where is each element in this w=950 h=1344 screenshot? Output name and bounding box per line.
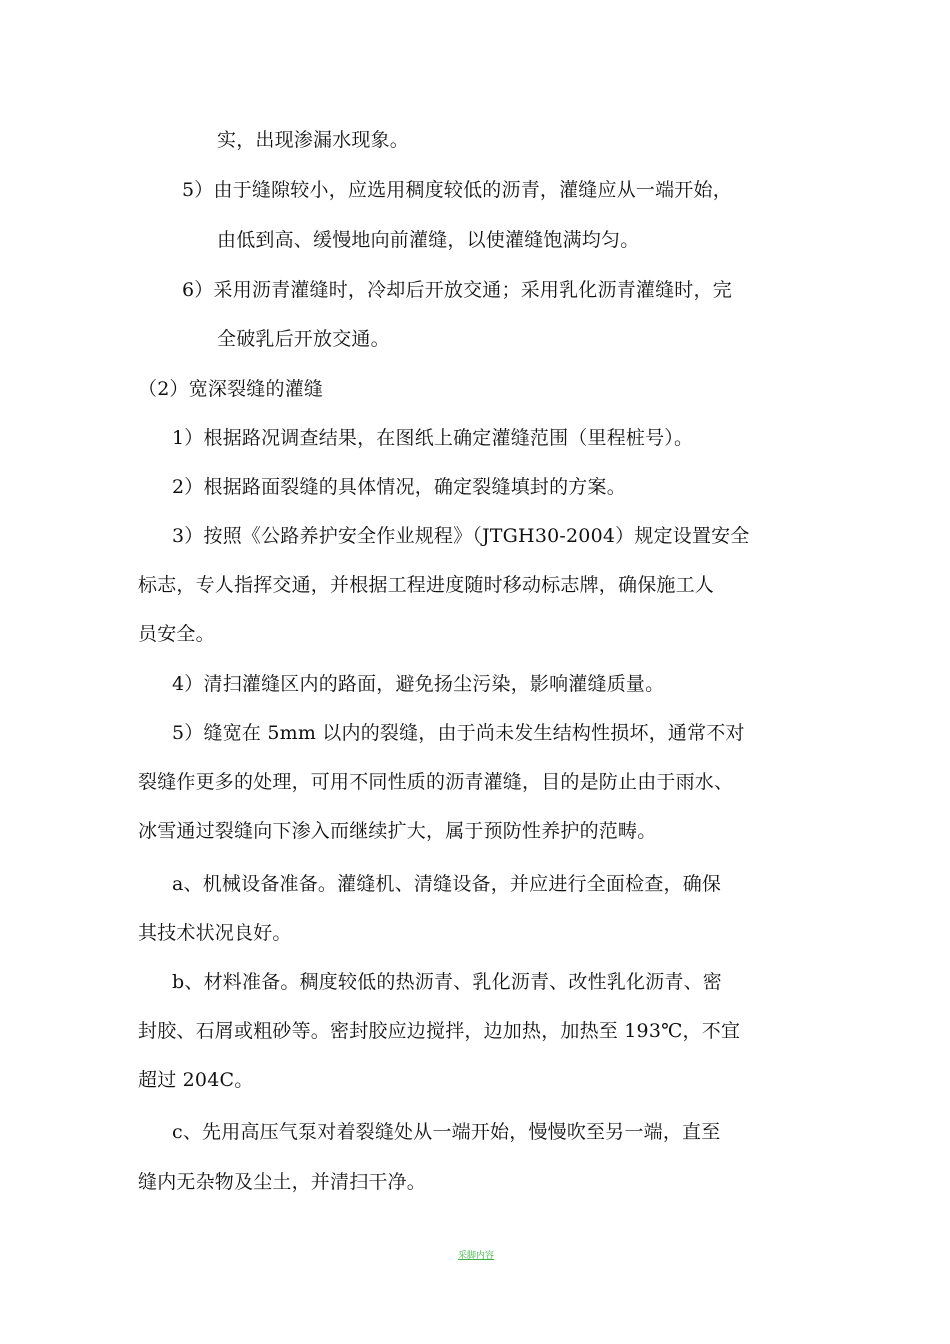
paragraph-line: 全破乳后开放交通。 (217, 328, 390, 350)
paragraph-line: 封胶、石屑或粗砂等。密封胶应边搅拌，边加热，加热至 193℃，不宜 (138, 1020, 741, 1042)
paragraph-line: 6）采用沥青灌缝时，冷却后开放交通；采用乳化沥青灌缝时，完 (182, 279, 732, 301)
paragraph-line: 4）清扫灌缝区内的路面，避免扬尘污染，影响灌缝质量。 (172, 673, 665, 695)
footer-link[interactable]: 采脚内容 (457, 1251, 494, 1261)
paragraph-line: 裂缝作更多的处理，可用不同性质的沥青灌缝，目的是防止由于雨水、 (138, 771, 734, 793)
paragraph-line: 标志，专人指挥交通，并根据工程进度随时移动标志牌，确保施工人 (138, 574, 715, 596)
paragraph-line: 其技术状况良好。 (138, 922, 292, 944)
paragraph-line: b、材料准备。稠度较低的热沥青、乳化沥青、改性乳化沥青、密 (172, 971, 722, 993)
paragraph-line: 3）按照《公路养护安全作业规程》（JTGH30-2004）规定设置安全 (172, 525, 750, 547)
paragraph-line: 缝内无杂物及尘土，并清扫干净。 (138, 1171, 427, 1193)
paragraph-line: c、先用高压气泵对着裂缝处从一端开始，慢慢吹至另一端，直至 (172, 1121, 721, 1143)
paragraph-line: 5）缝宽在 5mm 以内的裂缝，由于尚未发生结构性损坏，通常不对 (172, 722, 745, 744)
paragraph-line: 2）根据路面裂缝的具体情况，确定裂缝填封的方案。 (172, 476, 626, 498)
paragraph-line: a、机械设备准备。灌缝机、清缝设备，并应进行全面检查，确保 (172, 873, 722, 895)
paragraph-line: 由低到高、缓慢地向前灌缝，以使灌缝饱满均匀。 (217, 229, 640, 251)
paragraph-line: 实，出现渗漏水现象。 (217, 129, 410, 151)
paragraph-line: 员安全。 (138, 623, 215, 645)
paragraph-line: 冰雪通过裂缝向下渗入而继续扩大，属于预防性养护的范畴。 (138, 820, 657, 842)
paragraph-line: 超过 204C。 (138, 1069, 254, 1091)
paragraph-line: 5）由于缝隙较小，应选用稠度较低的沥青，灌缝应从一端开始， (182, 179, 732, 201)
paragraph-line: 1）根据路况调查结果，在图纸上确定灌缝范围（里程桩号）。 (172, 427, 694, 449)
section-heading: （2）宽深裂缝的灌缝 (138, 378, 324, 400)
